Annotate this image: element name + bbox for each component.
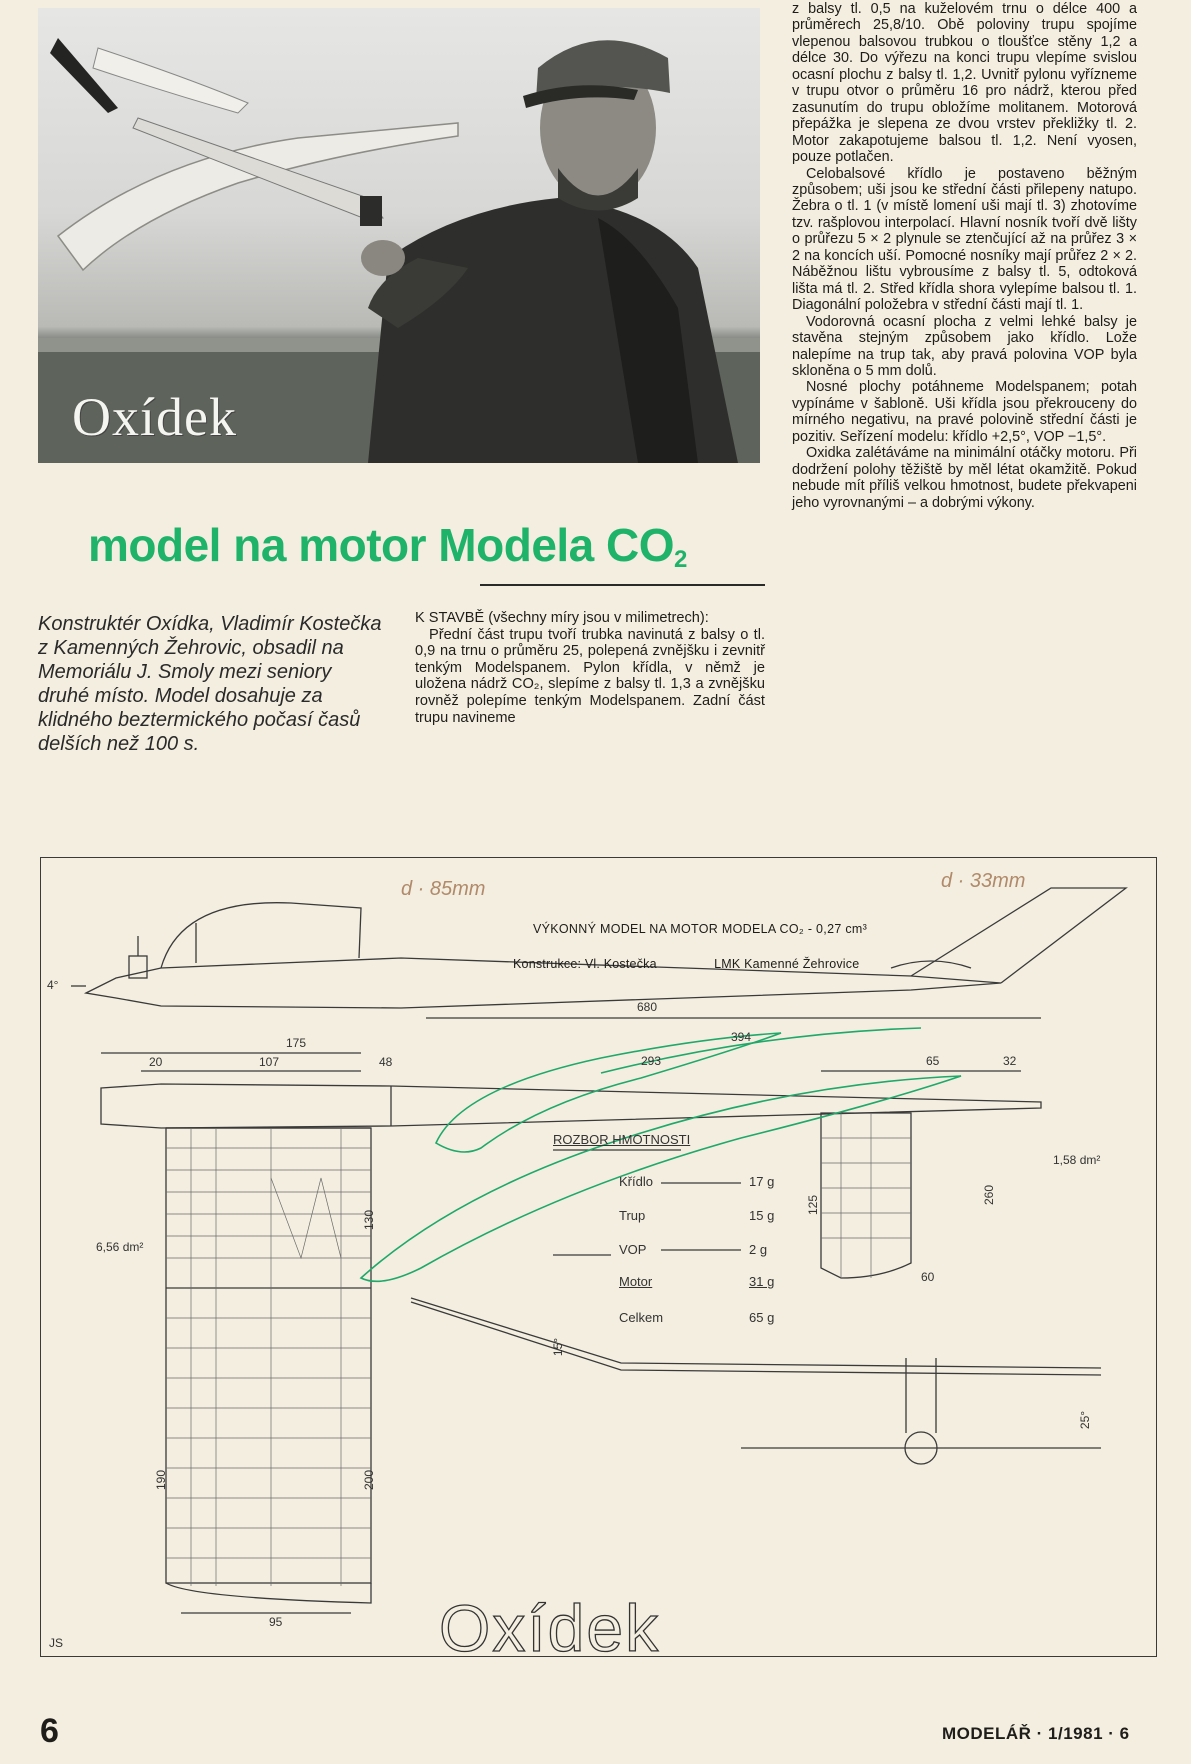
- photo-title: Oxídek: [72, 387, 237, 447]
- page-number: 6: [40, 1712, 59, 1750]
- dim-260: 260: [982, 1184, 997, 1206]
- dim-125: 125: [806, 1194, 821, 1216]
- dim-130: 130: [362, 1209, 377, 1231]
- weight-value: 15 g: [749, 1208, 775, 1223]
- paragraph: Přední část trupu tvoří trubka navinutá z balsy o tl. 0,9 na trnu o průměru 25, polepená zvnějšku i zevnitř tenkým Modelspanem. Pylon křídla, v němž je uložena nádrž CO₂, slepíme z balsy tl. 1,3 a zvnějšku rovněž polepíme tenkým Modelspanem. Zadní část trupu navineme: [415, 626, 765, 726]
- headline: [88, 518, 687, 574]
- plan-credits-club: LMK Kamenné Žehrovice: [714, 957, 860, 971]
- dim-angle-15: 15°: [551, 1337, 566, 1357]
- paragraph: z balsy tl. 0,5 na kuželovém trnu o délce 400 a průměrech 25,8/10. Obě poloviny trupu spojíme vlepenou balsovou trubkou o tloušťce stěny 1,2 a délce 30. Do výřezu na konci trupu vlepíme svislou ocasní plochu z balsy tl. 1,2. Uvnitř pylonu vyřízneme v trupu otvor o průměru 16 pro nádrž, kterou před zasunutím do trupu obložíme molitanem. Motorová přepážka je slepena ze dvou vrstev překližky tl. 2. Motor zakapotujeme balsou tl. 1,2. Není vyosen, pouze potlačen.: [792, 1, 1137, 166]
- dim-20: 20: [149, 1055, 163, 1069]
- intro-text: Konstruktér Oxídka, Vladimír Kostečka z Kamenných Žehrovic, obsadil na Memoriálu J. Smoly mezi seniory druhé místo. Model dosahuje za klidného beztermického počasí časů delších než 100 s.: [38, 613, 382, 755]
- dim-65: 65: [926, 1054, 940, 1068]
- weight-value: 2 g: [749, 1242, 768, 1257]
- headline-rule: [480, 584, 765, 586]
- dim-95: 95: [269, 1615, 283, 1629]
- stab-area: 1,58 dm²: [1053, 1153, 1101, 1167]
- dim-394: 394: [731, 1030, 752, 1044]
- drafter-initials: JS: [49, 1636, 64, 1650]
- dim-293: 293: [641, 1054, 662, 1068]
- headline-subscript: 2: [674, 546, 687, 573]
- weight-item: Trup: [619, 1208, 646, 1223]
- dim-angle-25: 25°: [1078, 1410, 1093, 1430]
- photo: [38, 8, 760, 463]
- plan-title: Oxídek: [439, 1591, 661, 1665]
- paragraph: Vodorovná ocasní plocha z velmi lehké balsy je stavěna stejným způsobem jako křídlo. Lože nalepíme na trup tak, aby pravá polovina VOP byla skloněna o 5 mm dolů.: [792, 313, 1137, 379]
- dim-107: 107: [259, 1055, 280, 1069]
- weight-item: Křídlo: [619, 1174, 653, 1189]
- dim-175: 175: [286, 1036, 307, 1050]
- section-heading: K STAVBĚ (všechny míry jsou v milimetrech):: [415, 610, 709, 626]
- plan-caption: VÝKONNÝ MODEL NA MOTOR MODELA CO₂ - 0,27 cm³: [533, 922, 868, 936]
- dim-60: 60: [921, 1270, 935, 1284]
- wing-area: 6,56 dm²: [96, 1240, 144, 1254]
- weight-total-value: 65 g: [749, 1310, 775, 1325]
- weight-value: 31 g: [749, 1274, 775, 1289]
- article-column-right: [792, 1, 1137, 511]
- plan-credits-author: Konstrukce: Vl. Kostečka: [513, 957, 657, 971]
- footer-issue: MODELÁŘ · 1/1981 · 6: [942, 1724, 1130, 1743]
- dim-200: 200: [362, 1469, 377, 1491]
- paragraph: Oxidka zalétáváme na minimální otáčky motoru. Při dodržení polohy těžiště by měl létat okamžitě. Pokud nebude mít příliš velkou hmotnost, budete překvapeni jeho vyrovnanými – a dobrými výkony.: [792, 445, 1137, 511]
- weight-table-title: ROZBOR HMOTNOSTI: [553, 1132, 691, 1147]
- handwritten-note-85: d · 85mm: [401, 878, 486, 900]
- dim-angle-4: 4°: [47, 978, 59, 992]
- headline-main: model na motor Modela CO: [88, 519, 675, 571]
- weight-item: Motor: [619, 1274, 653, 1289]
- handwritten-note-33: d · 33mm: [941, 870, 1026, 892]
- dim-190: 190: [154, 1469, 169, 1491]
- weight-value: 17 g: [749, 1174, 775, 1189]
- paragraph: Nosné plochy potáhneme Modelspanem; potah vypínáme v šabloně. Uši křídla jsou překrouceny do mírného negativu, na pravé polovině střední části je pozitiv. Seřízení modelu: křídlo +2,5°, VOP −1,5°.: [792, 379, 1137, 445]
- weight-item: VOP: [619, 1242, 647, 1257]
- article-column-middle: [415, 610, 765, 726]
- technical-drawing: [40, 857, 1157, 1665]
- dim-680: 680: [637, 1000, 658, 1014]
- dim-48: 48: [379, 1055, 393, 1069]
- dim-32: 32: [1003, 1054, 1017, 1068]
- paragraph: Celobalsové křídlo je postaveno běžným způsobem; uši jsou ke střední části přilepeny natupo. Žebra o tl. 1 (v místě lomení uši mají tl. 3) zhotovíme tzv. rašplovou interpolací. Hlavní nosník tvoří dvě lišty o průřezu 5 × 2 plynule se ztenčující až na průřez 3 × 2 na koncích uší. Pomocné nosníky mají průřez 2 × 2. Náběžnou lištu vybrousíme z balsy tl. 5, odtoková lišta má tl. 2. Střed křídla shora vylepíme balsou tl. 1. Diagonální položebra v střední části mají tl. 1.: [792, 165, 1137, 314]
- drawing-linework: [41, 858, 1156, 1656]
- plan-credits: [513, 957, 859, 971]
- weight-total-label: Celkem: [619, 1310, 664, 1325]
